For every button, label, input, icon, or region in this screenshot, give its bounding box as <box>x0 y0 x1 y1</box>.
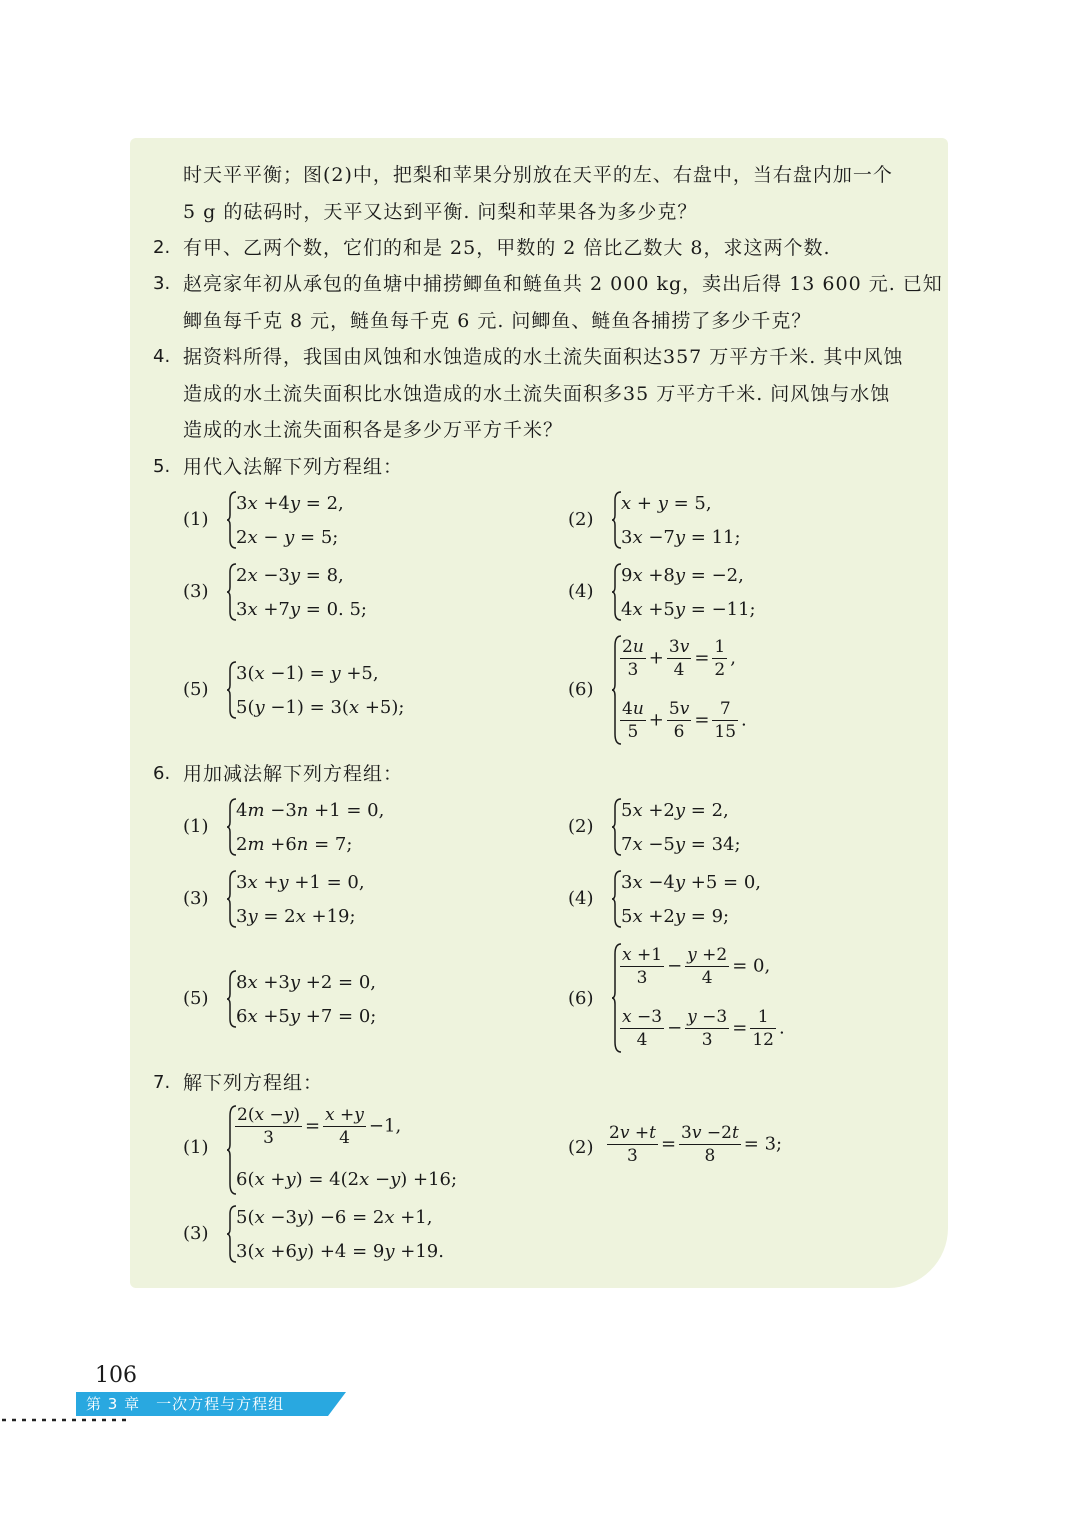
q4-line-3: 造成的水土流失面积各是多少万平方千米？ <box>183 419 564 441</box>
q6-system-3: 3x +y +1 = 0, 3y = 2x +19; <box>226 869 426 929</box>
q2-text: 有甲、乙两个数，它们的和是 25，甲数的 2 倍比乙数大 8，求这两个数. <box>183 237 831 259</box>
q6-label-5: (5) <box>183 988 209 1009</box>
q3-line-2: 鲫鱼每千克 8 元，鲢鱼每千克 6 元. 问鲫鱼、鲢鱼各捕捞了多少千克？ <box>183 310 812 332</box>
q7-text: 解下列方程组： <box>183 1072 324 1094</box>
q4-line-2: 造成的水土流失面积比水蚀造成的水土流失面积多35 万平方千米. 问风蚀与水蚀 <box>183 383 891 405</box>
page-number: 106 <box>95 1363 137 1388</box>
q6-system-1: 4m −3n +1 = 0, 2m +6n = 7; <box>226 797 426 857</box>
q6-system-6: $\frac{x +1}{3}$ − $\frac{y +2}{4}$ = 0, $\frac{x -3}{4}$ − $\frac{y -3}{3}$ = $\frac{1}{12}$ . <box>611 942 821 1054</box>
q7-system-3: 5(x −3y) −6 = 2x +1, 3(x +6y) +4 = 9y +19. <box>226 1204 506 1264</box>
q5-number: 5. <box>153 456 171 477</box>
chapter-bar <box>76 1392 346 1416</box>
intro-line-2: 5 g 的砝码时，天平又达到平衡. 问梨和苹果各为多少克？ <box>183 201 698 223</box>
q6-label-6: (6) <box>568 988 594 1009</box>
q5-label-1: (1) <box>183 509 209 530</box>
q4-line-1: 据资料所得，我国由风蚀和水蚀造成的水土流失面积达357 万平方千米. 其中风蚀 <box>183 346 904 368</box>
q5-system-4: 9x +8y = −2, 4x +5y = −11; <box>611 562 811 622</box>
q5-system-6: $\frac{2u}{3}$ + $\frac{3v}{4}$ = $\frac{1}{2}$ , $\frac{4u}{5}$ + $\frac{5v}{6}$ = $\frac{7}{15}$ . <box>611 634 811 746</box>
q2-number: 2. <box>153 237 171 258</box>
q6-label-1: (1) <box>183 816 209 837</box>
q5-label-4: (4) <box>568 581 594 602</box>
intro-line-1: 时天平平衡；图(2)中，把梨和苹果分别放在天平的左、右盘中，当右盘内加一个 <box>183 164 893 186</box>
q6-number: 6. <box>153 763 171 784</box>
dotted-divider <box>0 1418 130 1422</box>
q5-system-2: x + y = 5, 3x −7y = 11; <box>611 490 811 550</box>
q7-equation-2: $\frac{2v +t}{3}$ = $\frac{3v -2t}{8}$ = 3; <box>609 1123 783 1166</box>
q5-label-2: (2) <box>568 509 594 530</box>
q5-label-5: (5) <box>183 679 209 700</box>
q5-text: 用代入法解下列方程组： <box>183 456 404 478</box>
q6-text: 用加减法解下列方程组： <box>183 763 404 785</box>
q6-system-5: 8x +3y +2 = 0, 6x +5y +7 = 0; <box>226 969 426 1029</box>
chapter-label: 第 3 章 一次方程与方程组 <box>86 1395 285 1413</box>
q5-label-6: (6) <box>568 679 594 700</box>
q5-system-1: 3x +4y = 2, 2x − y = 5; <box>226 490 426 550</box>
q4-number: 4. <box>153 346 171 367</box>
q7-label-3: (3) <box>183 1223 209 1244</box>
q7-system-1: $\frac{2(x -y)}{3}$ = $\frac{x +y}{4}$ −1, 6(x +y) = 4(2x −y) +16; <box>226 1104 526 1196</box>
q7-label-2: (2) <box>568 1137 594 1158</box>
q3-number: 3. <box>153 273 171 294</box>
q5-label-3: (3) <box>183 581 209 602</box>
q3-line-1: 赵亮家年初从承包的鱼塘中捕捞鲫鱼和鲢鱼共 2 000 kg，卖出后得 13 600 元. 已知 <box>183 273 943 295</box>
q6-label-3: (3) <box>183 888 209 909</box>
q6-label-2: (2) <box>568 816 594 837</box>
q7-label-1: (1) <box>183 1137 209 1158</box>
q6-system-2: 5x +2y = 2, 7x −5y = 34; <box>611 797 811 857</box>
q6-system-4: 3x −4y +5 = 0, 5x +2y = 9; <box>611 869 811 929</box>
q5-system-3: 2x −3y = 8, 3x +7y = 0. 5; <box>226 562 426 622</box>
q6-label-4: (4) <box>568 888 594 909</box>
q5-system-5: 3(x −1) = y +5, 5(y −1) = 3(x +5); <box>226 660 466 720</box>
q7-number: 7. <box>153 1072 171 1093</box>
